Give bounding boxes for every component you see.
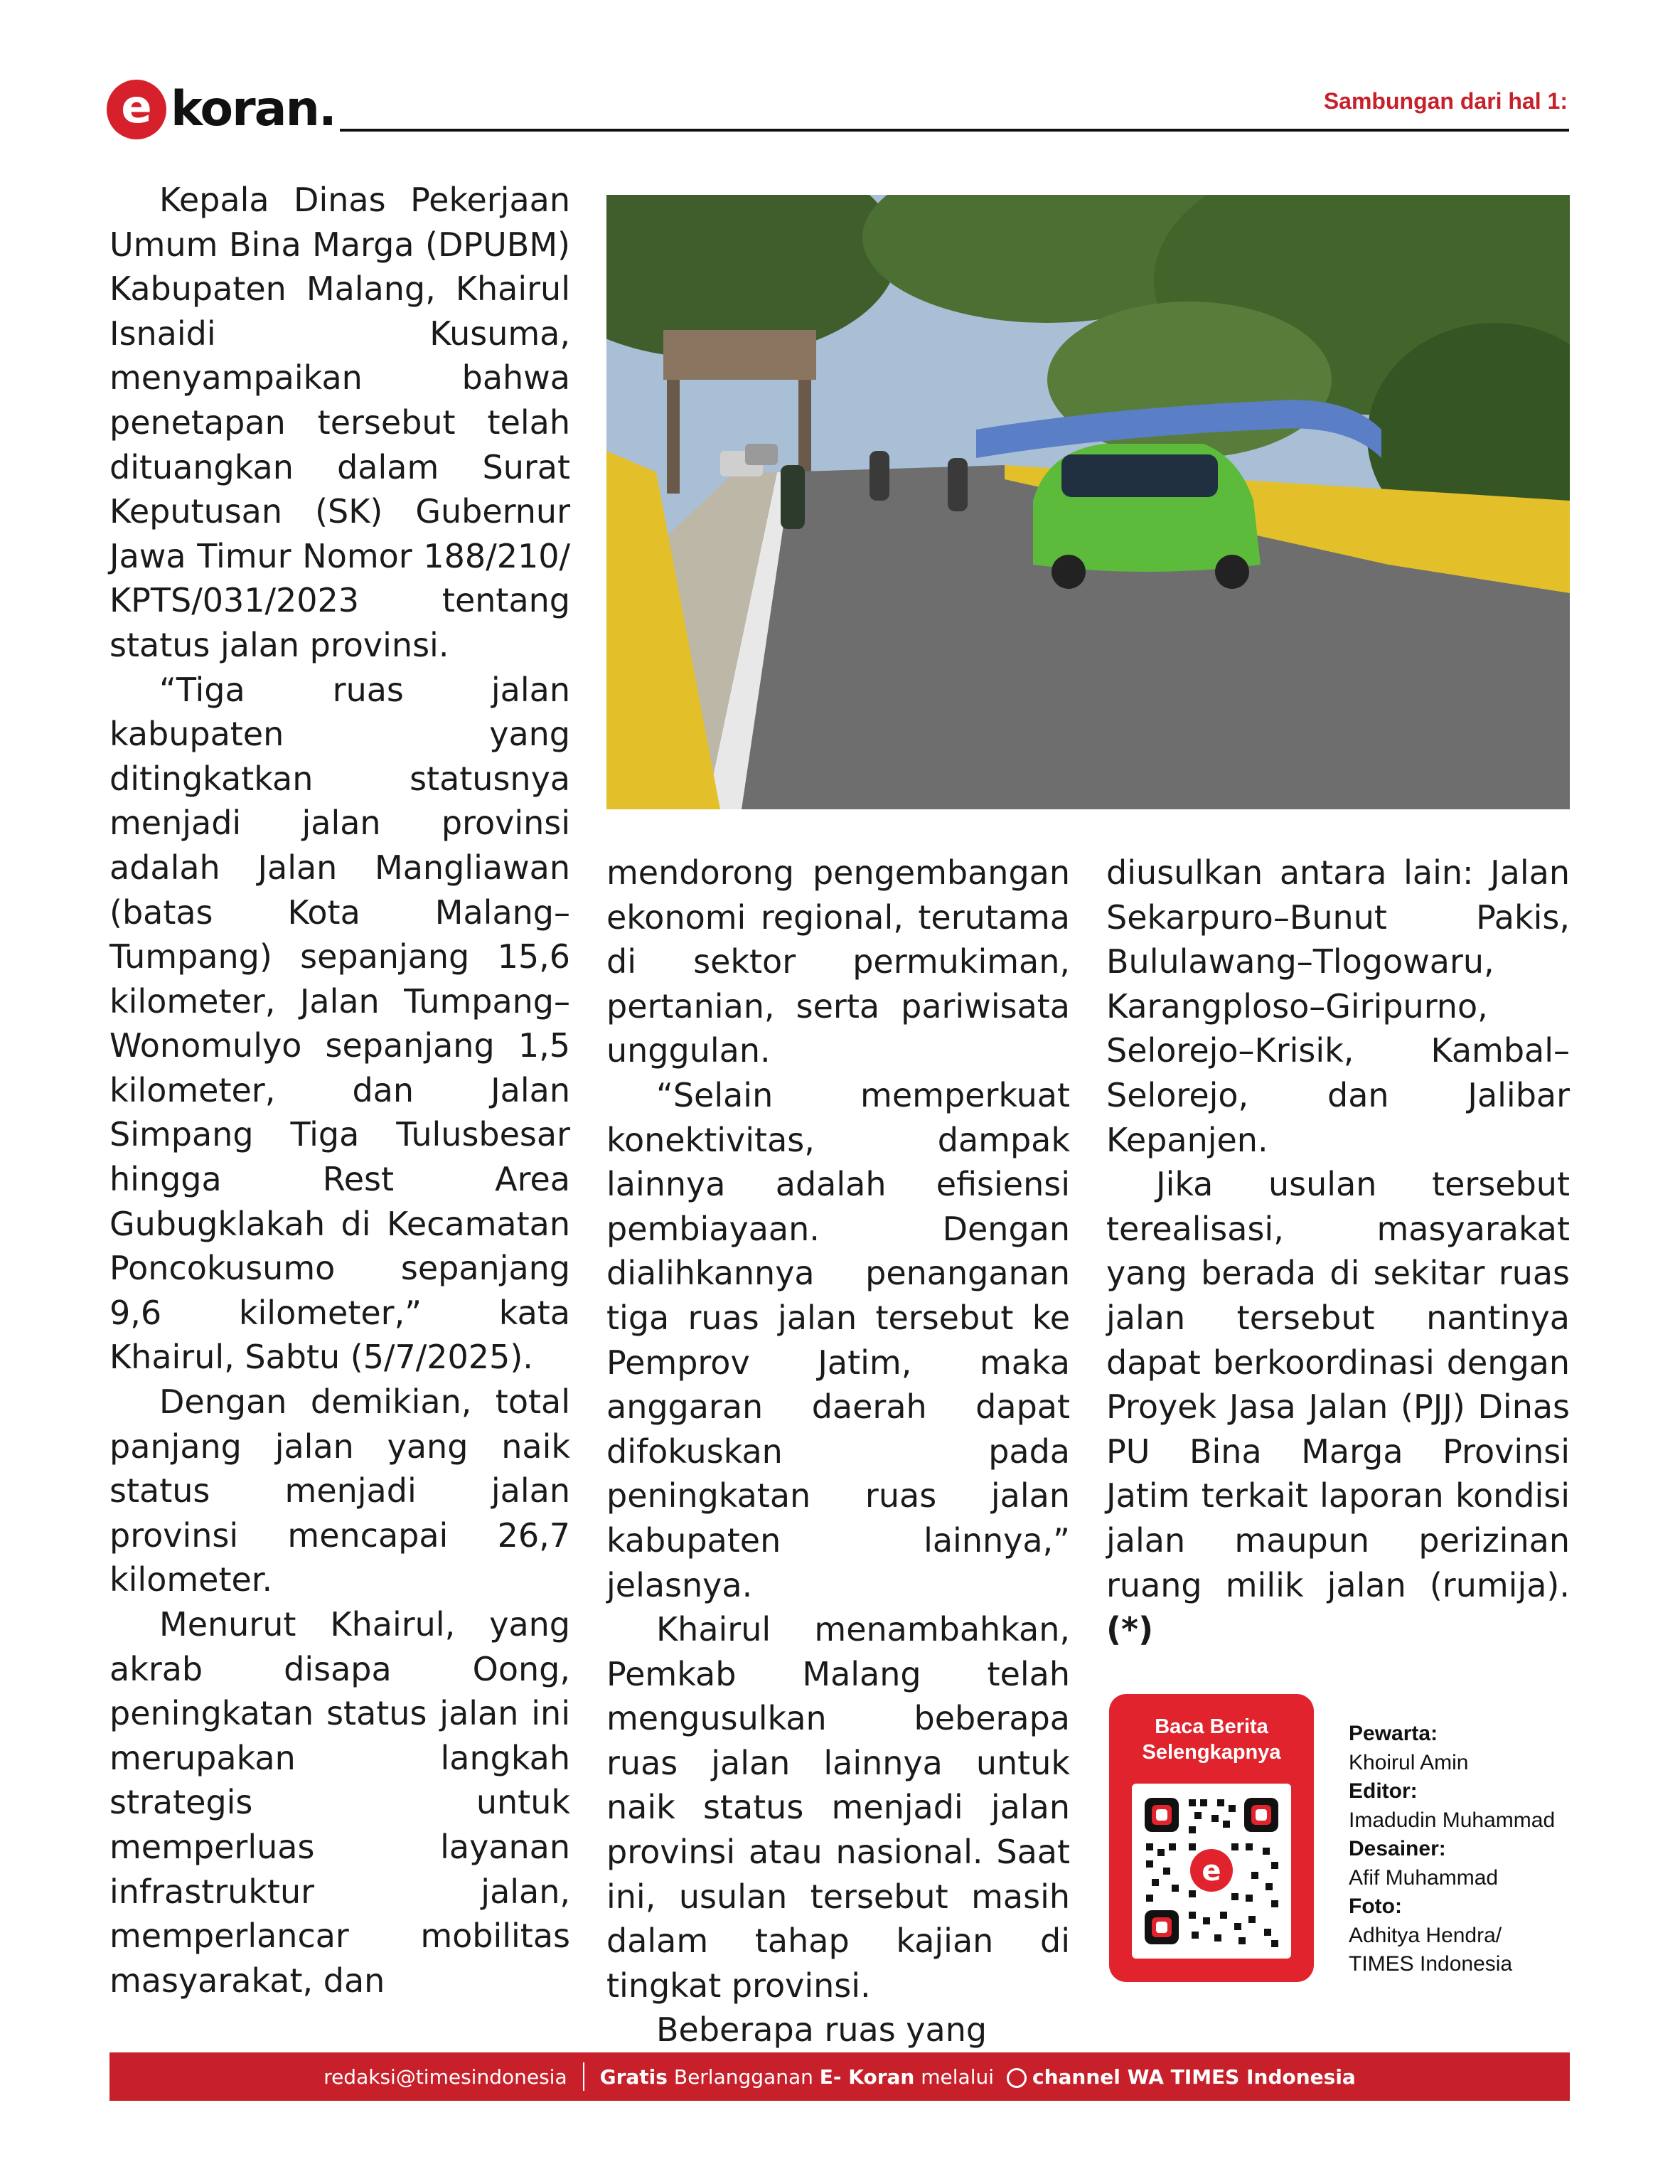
qr-card[interactable] [1109,1694,1314,1982]
article-column-1 [109,178,570,2003]
paragraph: Beberapa ruas yang [656,2010,988,2050]
credit-label-reporter: Pewarta: [1349,1722,1438,1745]
paragraph: “Tiga ruas jalan kabupaten yang ditingkatkan statusnya menjadi jalan provinsi adalah Jalan Mangliawan (batas Kota Malang–Tumpang) sepanjang 15,6 kilometer, Jalan Tumpang–Wonomulyo sepanjang 1,5 kilometer, dan Jalan Simpang Tiga Tulusbesar hingga Rest Area Gubugklakah di Kecamatan Poncokusumo sepanjang 9,6 kilometer,” kata Khairul, Sabtu (5/7/2025). [109,670,570,1377]
credit-value-editor: Imadudin Muhammad [1349,1808,1556,1832]
article-column-2 [606,851,1070,2052]
credit-label-designer: Desainer: [1349,1837,1446,1860]
road-photo-illustration [606,195,1570,809]
footer-subscribe: Berlangganan [673,2065,813,2089]
qr-center-letter: e [1202,1855,1221,1887]
qr-code[interactable] [1132,1784,1291,1959]
qr-title-line-2: Selengkapnya [1142,1741,1281,1764]
whatsapp-icon [1007,2068,1027,2088]
qr-code-icon [1132,1784,1291,1959]
footer-channel[interactable]: channel WA TIMES Indonesia [1032,2065,1356,2089]
credit-label-editor: Editor: [1349,1779,1418,1803]
credits [1349,1720,1555,1979]
credit-value-photo-agency: TIMES Indonesia [1349,1952,1513,1976]
credit-value-designer: Afif Muhammad [1349,1865,1499,1890]
qr-title [1109,1714,1314,1765]
footer-divider [583,2062,584,2091]
credit-label-photo: Foto: [1349,1895,1402,1918]
paragraph: diusulkan antara lain: Jalan Sekarpuro–Bunut Pakis, Bululawang–Tlogowaru, Karangploso–Giripurno, Selorejo–Krisik, Kambal–Selorejo, dan Jalibar Kepanjen. [1106,853,1570,1159]
logo-e-badge: e [107,80,166,139]
ekoran-logo [107,80,336,139]
paragraph-text: Jika usulan tersebut terealisasi, masyarakat yang berada di sekitar ruas jalan tersebut nantinya dapat berkoordinasi dengan Proyek Jasa Jalan (PJJ) Dinas PU Bina Marga Provinsi Jatim terkait laporan kondisi jalan maupun perizinan ruang milik jalan (rumija). [1106,1165,1570,1604]
article-photo [606,195,1570,809]
paragraph: “Selain memperkuat konektivitas, dampak lainnya adalah efisiensi pembiayaan. Dengan dialihkannya penanganan tiga ruas jalan tersebut ke Pemprov Jatim, maka anggaran daerah dapat difokuskan pada peningkatan ruas jalan kabupaten lainnya,” jelasnya. [606,1075,1070,1604]
footer-ekoran: E- Koran [819,2065,915,2089]
credit-value-photo: Adhitya Hendra/ [1349,1923,1502,1947]
footer-bar [109,2052,1570,2101]
footer-email[interactable]: redaksi@timesindonesia [323,2065,567,2089]
credit-value-reporter: Khoirul Amin [1349,1750,1469,1774]
logo-wordmark: koran. [171,81,336,137]
paragraph: Kepala Dinas Pekerjaan Umum Bina Marga (DPUBM) Kabupaten Malang, Khairul Isnaidi Kusuma, menyampaikan bahwa penetapan tersebut telah dituangkan dalam Surat Keputusan (SK) Gubernur Jawa Timur Nomor 188/210/ KPTS/031/2023 tentang status jalan provinsi. [109,181,570,664]
footer-via: melalui [921,2065,994,2089]
paragraph: Dengan demikian, total panjang jalan yang naik status menjadi jalan provinsi mencapai 26,7 kilometer. [109,1383,570,1599]
continued-label: Sambungan dari hal 1: [1323,88,1568,114]
end-mark: (*) [1106,1610,1154,1649]
qr-title-line-1: Baca Berita [1155,1715,1268,1738]
footer-gratis: Gratis [599,2065,668,2089]
paragraph: mendorong pengembangan ekonomi regional, terutama di sektor permukiman, pertanian, serta pariwisata unggulan. [606,853,1070,1070]
header-rule [340,129,1569,132]
paragraph: Menurut Khairul, yang akrab disapa Oong, peningkatan status jalan ini merupakan langkah strategis untuk memperluas layanan infrastruktur jalan, memperlancar mobilitas masyarakat, dan [109,1605,570,2000]
article-column-3 [1106,851,1570,1652]
paragraph [1106,1162,1570,1652]
paragraph: Khairul menambahkan, Pemkab Malang telah mengusulkan beberapa ruas jalan lainnya untuk naik status menjadi jalan provinsi atau nasional. Saat ini, usulan tersebut masih dalam tahap kajian di tingkat provinsi. [606,1610,1070,2005]
